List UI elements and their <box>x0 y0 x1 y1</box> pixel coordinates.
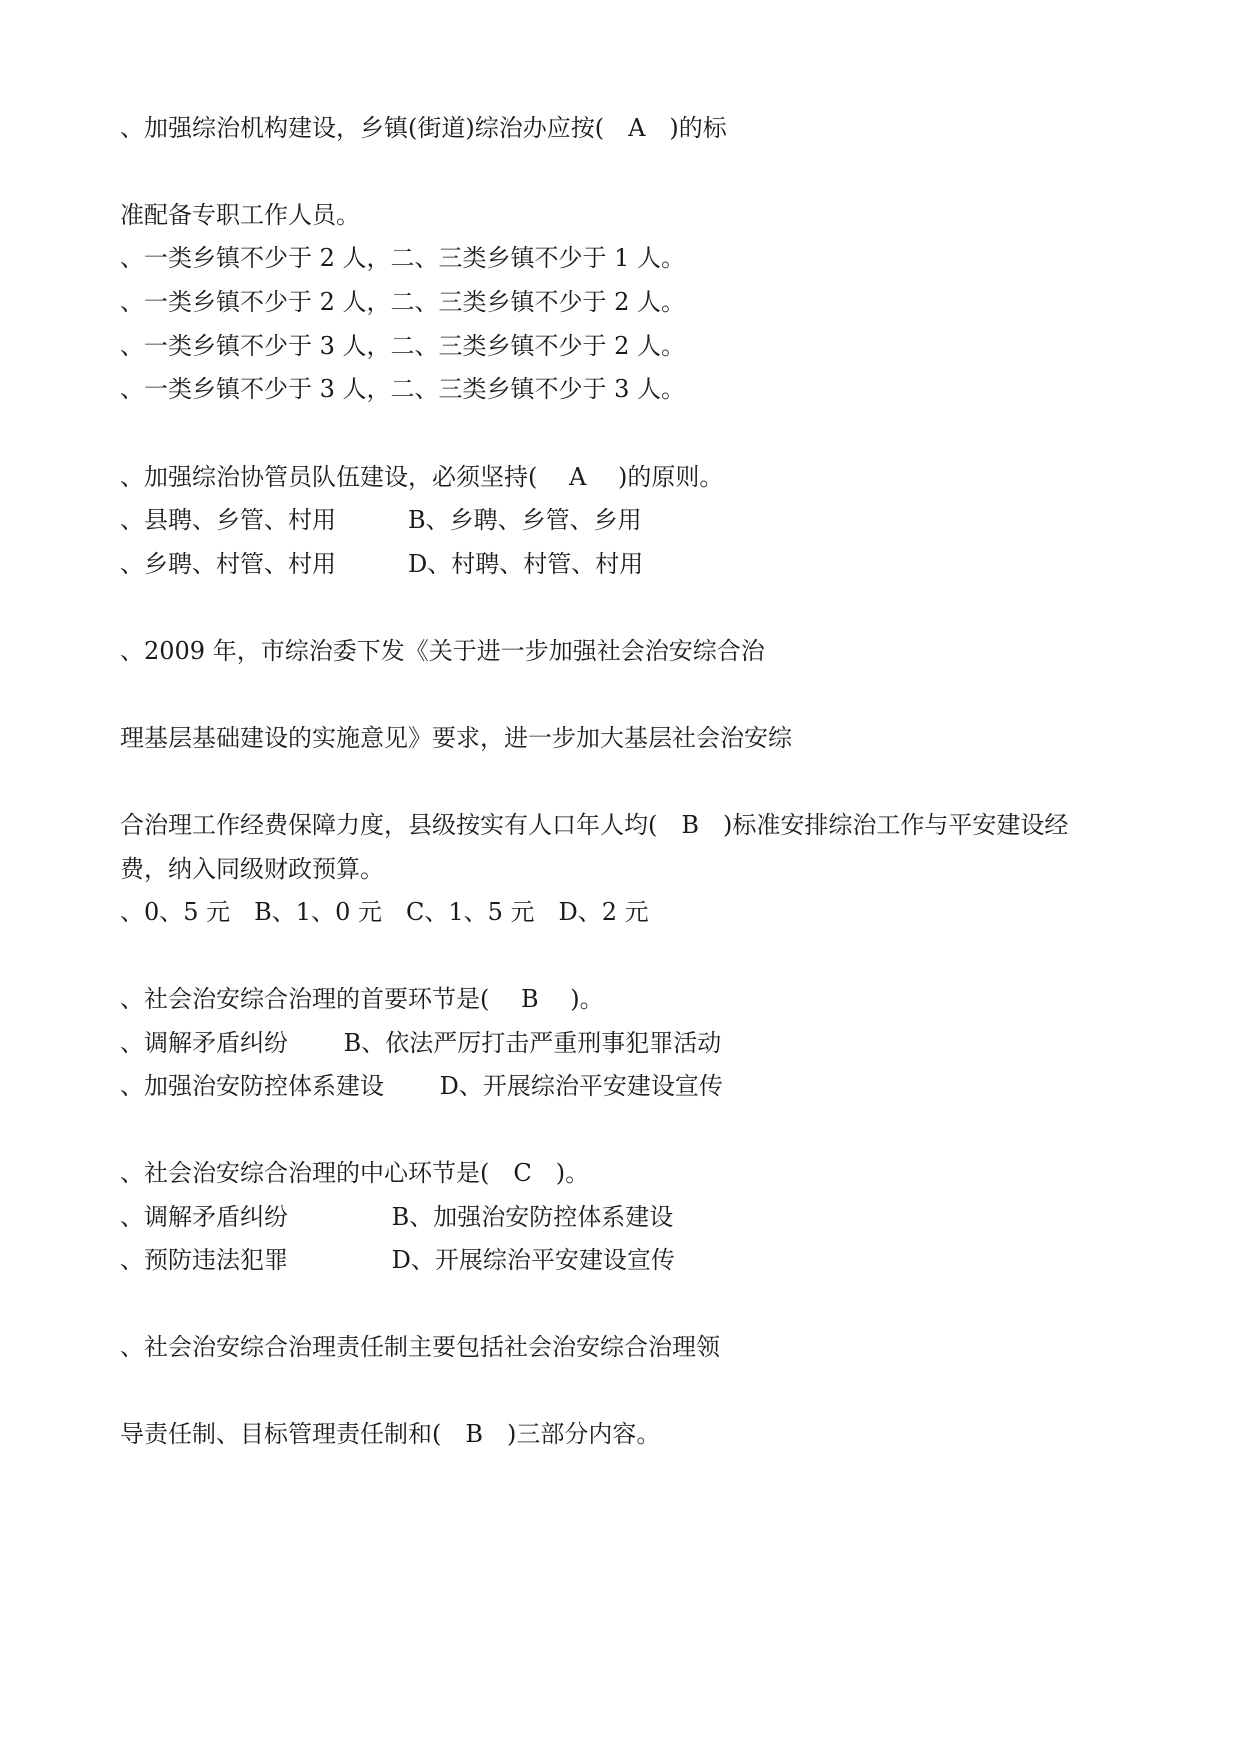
question-5-options-row-1: 、调解矛盾纠纷 B、加强治安防控体系建设 <box>120 1203 674 1231</box>
question-4-options-row-2: 、加强治安防控体系建设 D、开展综治平安建设宣传 <box>120 1072 723 1100</box>
question-1-stem-line-2: 准配备专职工作人员。 <box>120 201 360 229</box>
question-3-options-row-1: 、0、5 元 B、1、0 元 C、1、5 元 D、2 元 <box>120 898 649 926</box>
question-3-stem-line-4: 费，纳入同级财政预算。 <box>120 855 384 883</box>
question-1-stem-line-1: 、加强综治机构建设，乡镇(街道)综治办应按( A )的标 <box>120 114 727 142</box>
question-2-stem-line-1: 、加强综治协管员队伍建设，必须坚持( A )的原则。 <box>120 463 724 491</box>
question-1-option-b: 、一类乡镇不少于 2 人，二、三类乡镇不少于 2 人。 <box>120 288 686 316</box>
question-1-option-d: 、一类乡镇不少于 3 人，二、三类乡镇不少于 3 人。 <box>120 375 686 403</box>
question-1-option-a: 、一类乡镇不少于 2 人，二、三类乡镇不少于 1 人。 <box>120 244 686 272</box>
question-6-stem-line-2: 导责任制、目标管理责任制和( B )三部分内容。 <box>120 1420 661 1448</box>
question-5-options-row-2: 、预防违法犯罪 D、开展综治平安建设宣传 <box>120 1246 675 1274</box>
question-6-stem-line-1: 、社会治安综合治理责任制主要包括社会治安综合治理领 <box>120 1333 720 1361</box>
question-3-stem-line-2: 理基层基础建设的实施意见》要求，进一步加大基层社会治安综 <box>120 724 792 752</box>
question-1-option-c: 、一类乡镇不少于 3 人，二、三类乡镇不少于 2 人。 <box>120 332 686 360</box>
question-3-stem-line-1: 、2009 年，市综治委下发《关于进一步加强社会治安综合治 <box>120 637 765 665</box>
question-4-options-row-1: 、调解矛盾纠纷 B、依法严厉打击严重刑事犯罪活动 <box>120 1029 722 1057</box>
question-4-stem-line-1: 、社会治安综合治理的首要环节是( B )。 <box>120 985 604 1013</box>
question-2-options-row-2: 、乡聘、村管、村用 D、村聘、村管、村用 <box>120 550 644 578</box>
question-3-stem-line-3: 合治理工作经费保障力度，县级按实有人口年人均( B )标准安排综治工作与平安建设经 <box>120 811 1069 839</box>
question-2-options-row-1: 、县聘、乡管、村用 B、乡聘、乡管、乡用 <box>120 506 642 534</box>
question-5-stem-line-1: 、社会治安综合治理的中心环节是( C )。 <box>120 1159 590 1187</box>
